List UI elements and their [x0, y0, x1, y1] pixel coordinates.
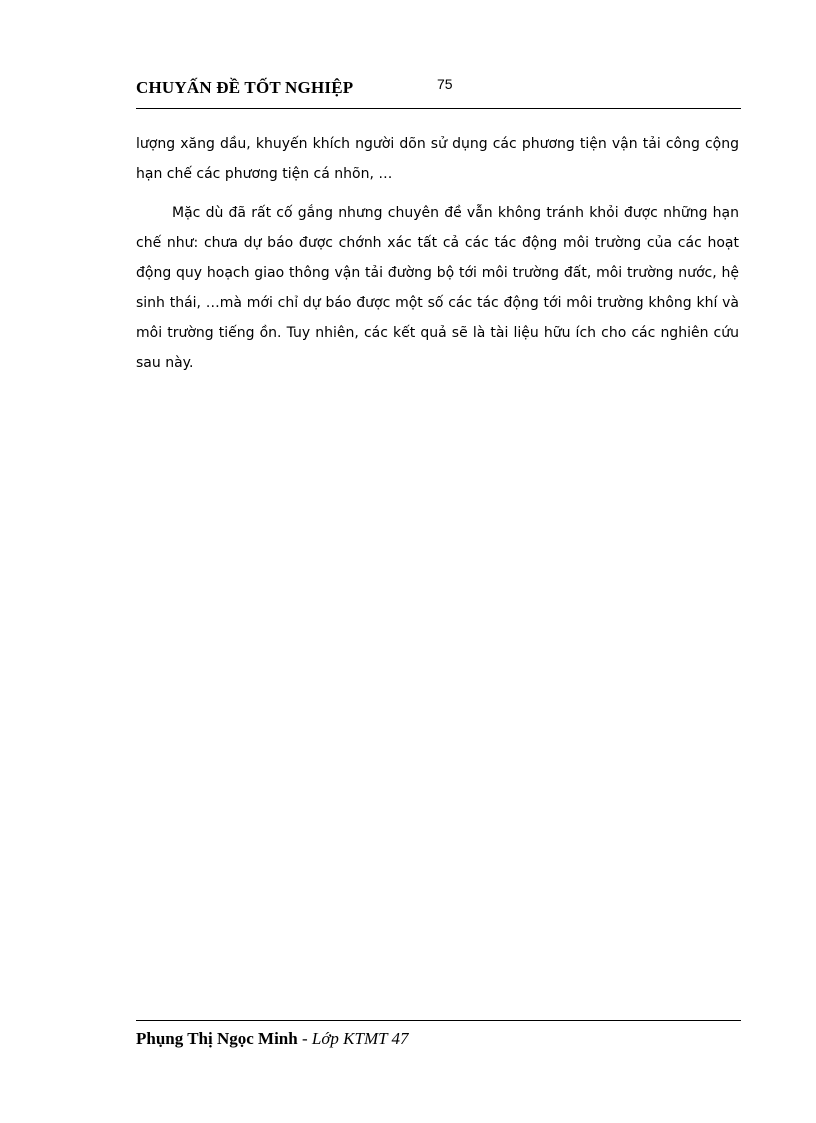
- paragraph-continuation: lượng xăng dầu, khuyến khích người dõn sử dụng các phương tiện vận tải công cộng hạn chế các phương tiện cá nhõn, …: [136, 136, 739, 182]
- page-number: 75: [437, 76, 453, 92]
- footer-class: Lớp KTMT 47: [311, 1029, 409, 1048]
- document-title: CHUYẤN ĐỀ TỐT NGHIỆP: [136, 78, 354, 97]
- body-text: [136, 129, 739, 378]
- paragraph-conclusion: Mặc dù đã rất cố gắng nhưng chuyên đề vẫn không tránh khỏi được những hạn chế như: chưa dự báo được chớnh xác tất cả các tác động môi trường của các hoạt động quy hoạch giao thông vận tải đường bộ tới môi trường đất, môi trường nước, hệ sinh thái, …mà mới chỉ dự báo được một số các tác động tới môi trường không khí và môi trường tiếng ồn. Tuy nhiên, các kết quả sẽ là tài liệu hữu ích cho các nghiên cứu sau này.: [136, 205, 739, 371]
- page-header: [136, 76, 741, 109]
- page-footer: [136, 1020, 741, 1049]
- footer-separator: -: [297, 1029, 312, 1048]
- footer-author: Phụng Thị Ngọc Minh: [136, 1029, 298, 1048]
